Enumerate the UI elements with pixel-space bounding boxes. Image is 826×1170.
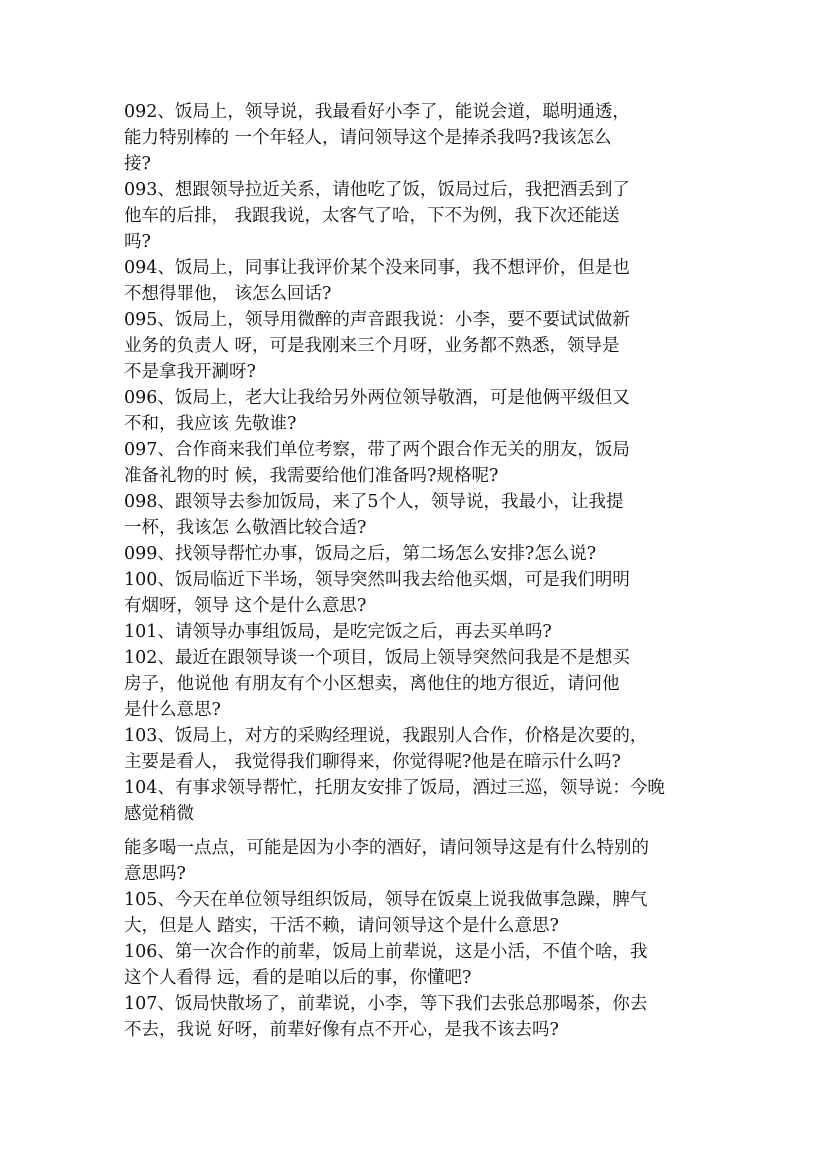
text-line: 105、今天在单位领导组织饭局，领导在饭桌上说我做事急躁，脾气 <box>124 890 648 910</box>
text-line: 业务的负责人 呀，可是我刚来三个月呀，业务都不熟悉，领导是 <box>124 336 620 356</box>
text-line: 主要是看人， 我觉得我们聊得来，你觉得呢?他是在暗示什么吗? <box>124 752 621 772</box>
text-line: 102、最近在跟领导谈一个项目，饭局上领导突然问我是不是想买 <box>124 648 630 668</box>
text-line: 意思吗? <box>124 864 186 884</box>
text-line: 不去，我说 好呀，前辈好像有点不开心，是我不该去吗? <box>124 1020 559 1040</box>
text-line: 100、饭局临近下半场，领导突然叫我去给他买烟，可是我们明明 <box>124 570 630 590</box>
text-line: 能力特别棒的 一个年轻人，请问领导这个是捧杀我吗?我该怎么 <box>124 128 612 148</box>
text-line: 不和，我应该 先敬谁? <box>124 414 297 434</box>
text-line: 095、饭局上，领导用微醉的声音跟我说：小李，要不要试试做新 <box>124 310 630 330</box>
text-line: 接? <box>124 154 151 174</box>
text-line: 096、饭局上，老大让我给另外两位领导敬酒，可是他俩平级但又 <box>124 388 630 408</box>
text-line: 是什么意思? <box>124 700 221 720</box>
document-body <box>124 99 714 1043</box>
text-line: 大，但是人 踏实，干活不赖，请问领导这个是什么意思? <box>124 916 559 936</box>
text-line: 有烟呀，领导 这个是什么意思? <box>124 596 367 616</box>
text-line: 这个人看得 远，看的是咱以后的事，你懂吧? <box>124 968 472 988</box>
text-line: 准备礼物的时 候，我需要给他们准备吗?规格呢? <box>124 466 499 486</box>
text-line: 不想得罪他， 该怎么回话? <box>124 284 332 304</box>
text-line: 094、饭局上，同事让我评价某个没来同事，我不想评价，但是也 <box>124 258 630 278</box>
text-line: 一杯，我该怎 么敬酒比较合适? <box>124 518 367 538</box>
text-line: 097、合作商来我们单位考察，带了两个跟合作无关的朋友，饭局 <box>124 440 630 460</box>
text-line: 099、找领导帮忙办事，饭局之后，第二场怎么安排?怎么说? <box>124 544 597 564</box>
text-line: 他车的后排， 我跟我说，太客气了哈，下不为例，我下次还能送 <box>124 206 620 226</box>
text-line: 101、请领导办事组饭局，是吃完饭之后，再去买单吗? <box>124 622 552 642</box>
text-line: 感觉稍微 <box>124 804 194 824</box>
text-line: 098、跟领导去参加饭局，来了5个人，领导说，我最小，让我提 <box>124 492 624 512</box>
text-line: 房子，他说他 有朋友有个小区想卖，离他住的地方很近，请问他 <box>124 674 620 694</box>
text-line: 107、饭局快散场了，前辈说，小李，等下我们去张总那喝茶，你去 <box>124 994 648 1014</box>
text-line: 能多喝一点点，可能是因为小李的酒好，请问领导这是有什么特别的 <box>124 838 649 858</box>
text-line: 093、想跟领导拉近关系，请他吃了饭，饭局过后，我把酒丢到了 <box>124 180 630 200</box>
text-line: 不是拿我开涮呀? <box>124 362 256 382</box>
text-line: 103、饭局上，对方的采购经理说，我跟别人合作，价格是次要的， <box>124 726 648 746</box>
text-line: 092、饭局上，领导说，我最看好小李了，能说会道，聪明通透， <box>124 102 630 122</box>
text-line: 106、第一次合作的前辈，饭局上前辈说，这是小活，不值个啥，我 <box>124 942 648 962</box>
text-line: 吗? <box>124 232 151 252</box>
text-line: 104、有事求领导帮忙，托朋友安排了饭局，酒过三巡，领导说：今晚 <box>124 778 665 798</box>
